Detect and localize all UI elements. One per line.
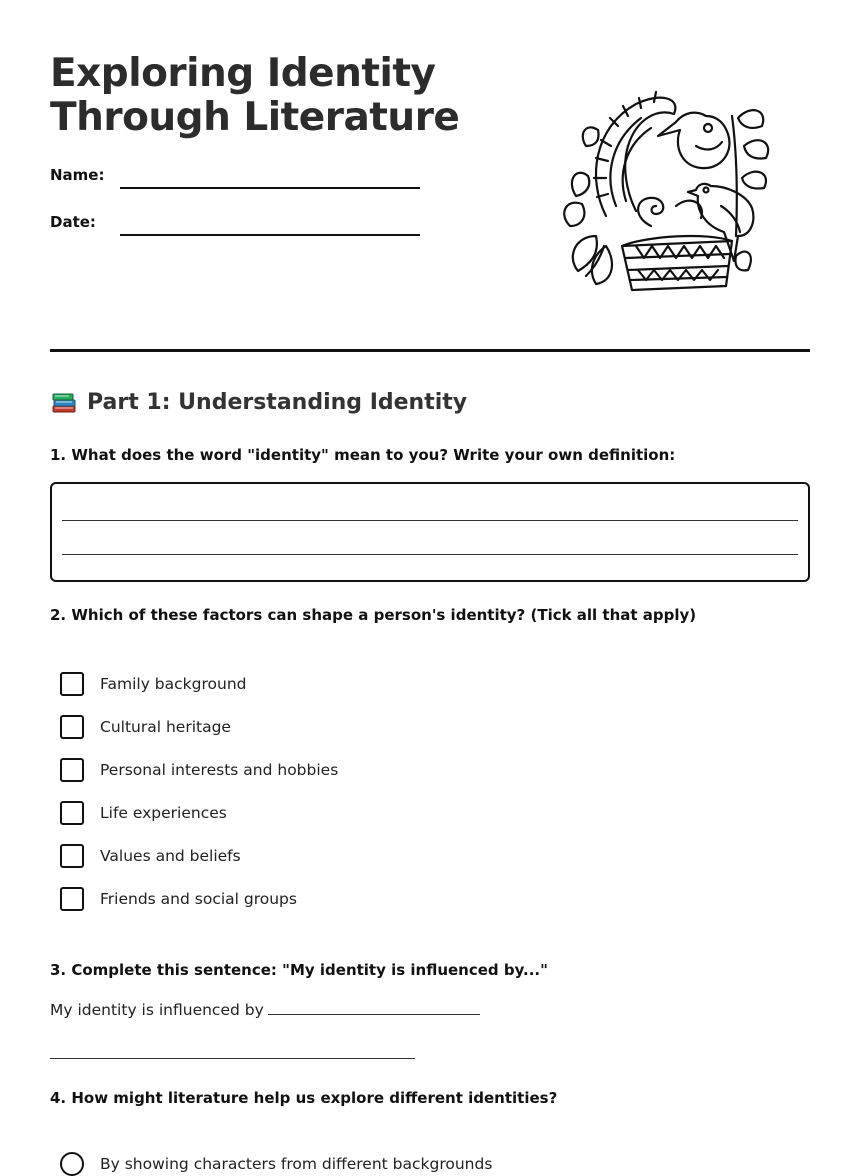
part-1-title: Part 1: Understanding Identity xyxy=(87,389,468,415)
title-line-1: Exploring Identity xyxy=(50,51,436,96)
checkbox[interactable] xyxy=(60,844,84,868)
checkbox[interactable] xyxy=(60,672,84,696)
question-3: 3. Complete this sentence: "My identity is influenced by..." xyxy=(50,961,548,979)
checkbox-label: Friends and social groups xyxy=(100,890,297,908)
radio-button[interactable] xyxy=(60,1152,84,1176)
checkbox-label: Personal interests and hobbies xyxy=(100,761,339,779)
checkbox-label: Values and beliefs xyxy=(100,847,241,865)
radio-option[interactable] xyxy=(60,1152,492,1176)
question-4: 4. How might literature help us explore different identities? xyxy=(50,1089,558,1107)
part-1-heading xyxy=(50,388,467,416)
name-field[interactable] xyxy=(120,187,420,189)
checkbox-values-beliefs[interactable] xyxy=(60,844,241,868)
date-label: Date: xyxy=(50,213,96,231)
checkbox[interactable] xyxy=(60,758,84,782)
worksheet-title xyxy=(50,52,459,140)
sentence-prompt: My identity is influenced by xyxy=(50,1001,264,1019)
question-2: 2. Which of these factors can shape a person's identity? (Tick all that apply) xyxy=(50,606,697,624)
radio-label: By showing characters from different backgrounds xyxy=(100,1155,493,1173)
checkbox[interactable] xyxy=(60,887,84,911)
books-icon xyxy=(50,388,78,416)
sentence-blank-line[interactable] xyxy=(50,1058,415,1059)
checkbox-cultural-heritage[interactable] xyxy=(60,715,231,739)
checkbox-label: Family background xyxy=(100,675,247,693)
title-line-2: Through Literature xyxy=(50,95,460,140)
section-divider xyxy=(50,349,810,352)
name-label: Name: xyxy=(50,166,105,184)
checkbox[interactable] xyxy=(60,715,84,739)
sentence-blank[interactable] xyxy=(268,1000,480,1015)
date-field[interactable] xyxy=(120,234,420,236)
checkbox-family-background[interactable] xyxy=(60,672,246,696)
checkbox-label: Cultural heritage xyxy=(100,718,231,736)
checkbox[interactable] xyxy=(60,801,84,825)
answer-line xyxy=(62,554,798,555)
checkbox-label: Life experiences xyxy=(100,804,227,822)
bird-basket-illustration-icon xyxy=(556,86,780,298)
question-1: 1. What does the word "identity" mean to you? Write your own definition: xyxy=(50,446,676,464)
answer-line xyxy=(62,520,798,521)
checkbox-life-experiences[interactable] xyxy=(60,801,227,825)
definition-answer-box[interactable] xyxy=(50,482,810,582)
sentence-completion xyxy=(50,1000,480,1019)
checkbox-friends-social[interactable] xyxy=(60,887,297,911)
checkbox-personal-interests[interactable] xyxy=(60,758,338,782)
